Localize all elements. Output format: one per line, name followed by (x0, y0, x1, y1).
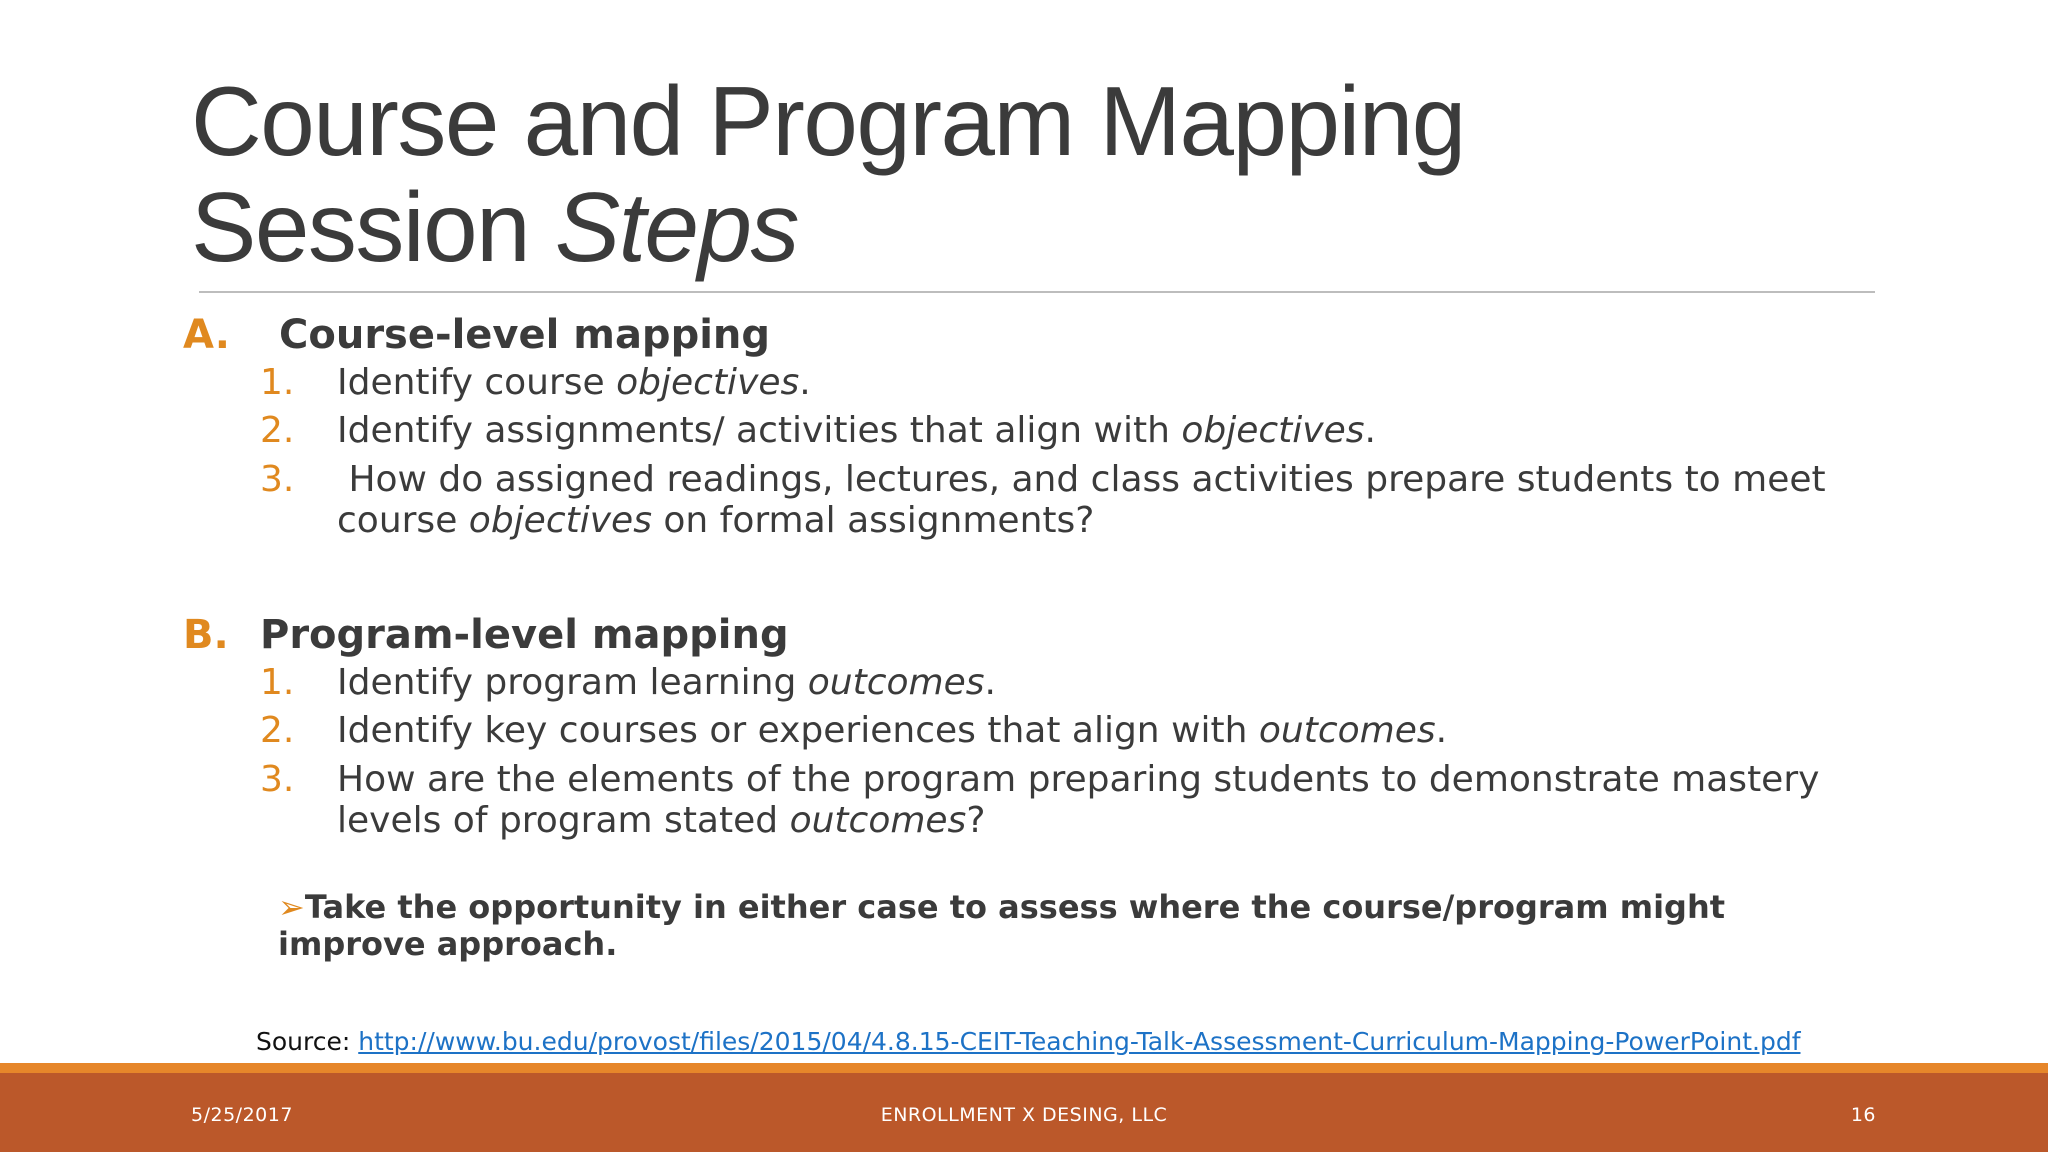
list-text: How are the elements of the program preparing students to demonstrate mastery levels of program stated outcomes? (337, 759, 1820, 841)
list-number: 1. (260, 362, 295, 403)
section-a-marker: A. (183, 312, 230, 358)
title-line-2-italic: Steps (554, 172, 798, 282)
footer-bar (0, 1073, 2048, 1152)
callout-note (278, 889, 1758, 963)
list-text: Identify program learning outcomes. (337, 662, 996, 703)
title-line-2: Session (191, 172, 530, 282)
list-text: Identify assignments/ activities that align with objectives. (337, 410, 1376, 451)
section-a-heading (183, 311, 770, 359)
source-link[interactable]: http://www.bu.edu/provost/files/2015/04/4.8.15-CEIT-Teaching-Talk-Assessment-Curriculum-Mapping-PowerPoint.pdf (358, 1027, 1801, 1056)
arrow-bullet-icon: ➢ (278, 888, 305, 926)
callout-text: Take the opportunity in either case to assess where the course/program might improve approach. (278, 888, 1726, 963)
section-b-title: Program-level mapping (260, 612, 789, 658)
list-number: 2. (260, 710, 295, 751)
source-label: Source: (256, 1027, 359, 1056)
list-text: How do assigned readings, lectures, and class activities prepare students to meet course objectives on formal assignments? (337, 459, 1838, 541)
section-a-title: Course-level mapping (279, 312, 771, 358)
title-divider (199, 291, 1875, 293)
slide-title (191, 68, 1891, 280)
section-b-marker: B. (183, 612, 229, 658)
list-number: 1. (260, 662, 295, 703)
footer-date: 5/25/2017 (191, 1104, 293, 1126)
footer-accent-stripe (0, 1063, 2048, 1073)
footer-company: ENROLLMENT X DESING, LLC (880, 1104, 1168, 1126)
list-text: Identify key courses or experiences that align with outcomes. (337, 710, 1448, 751)
footer-page-number: 16 (1850, 1104, 1876, 1126)
list-number: 3. (260, 759, 295, 800)
list-text: Identify course objectives. (337, 362, 811, 403)
section-b-heading (183, 611, 789, 659)
source-line (256, 1027, 1801, 1056)
list-number: 2. (260, 410, 295, 451)
list-number: 3. (260, 459, 295, 500)
title-line-1: Course and Program Mapping (191, 66, 1465, 176)
